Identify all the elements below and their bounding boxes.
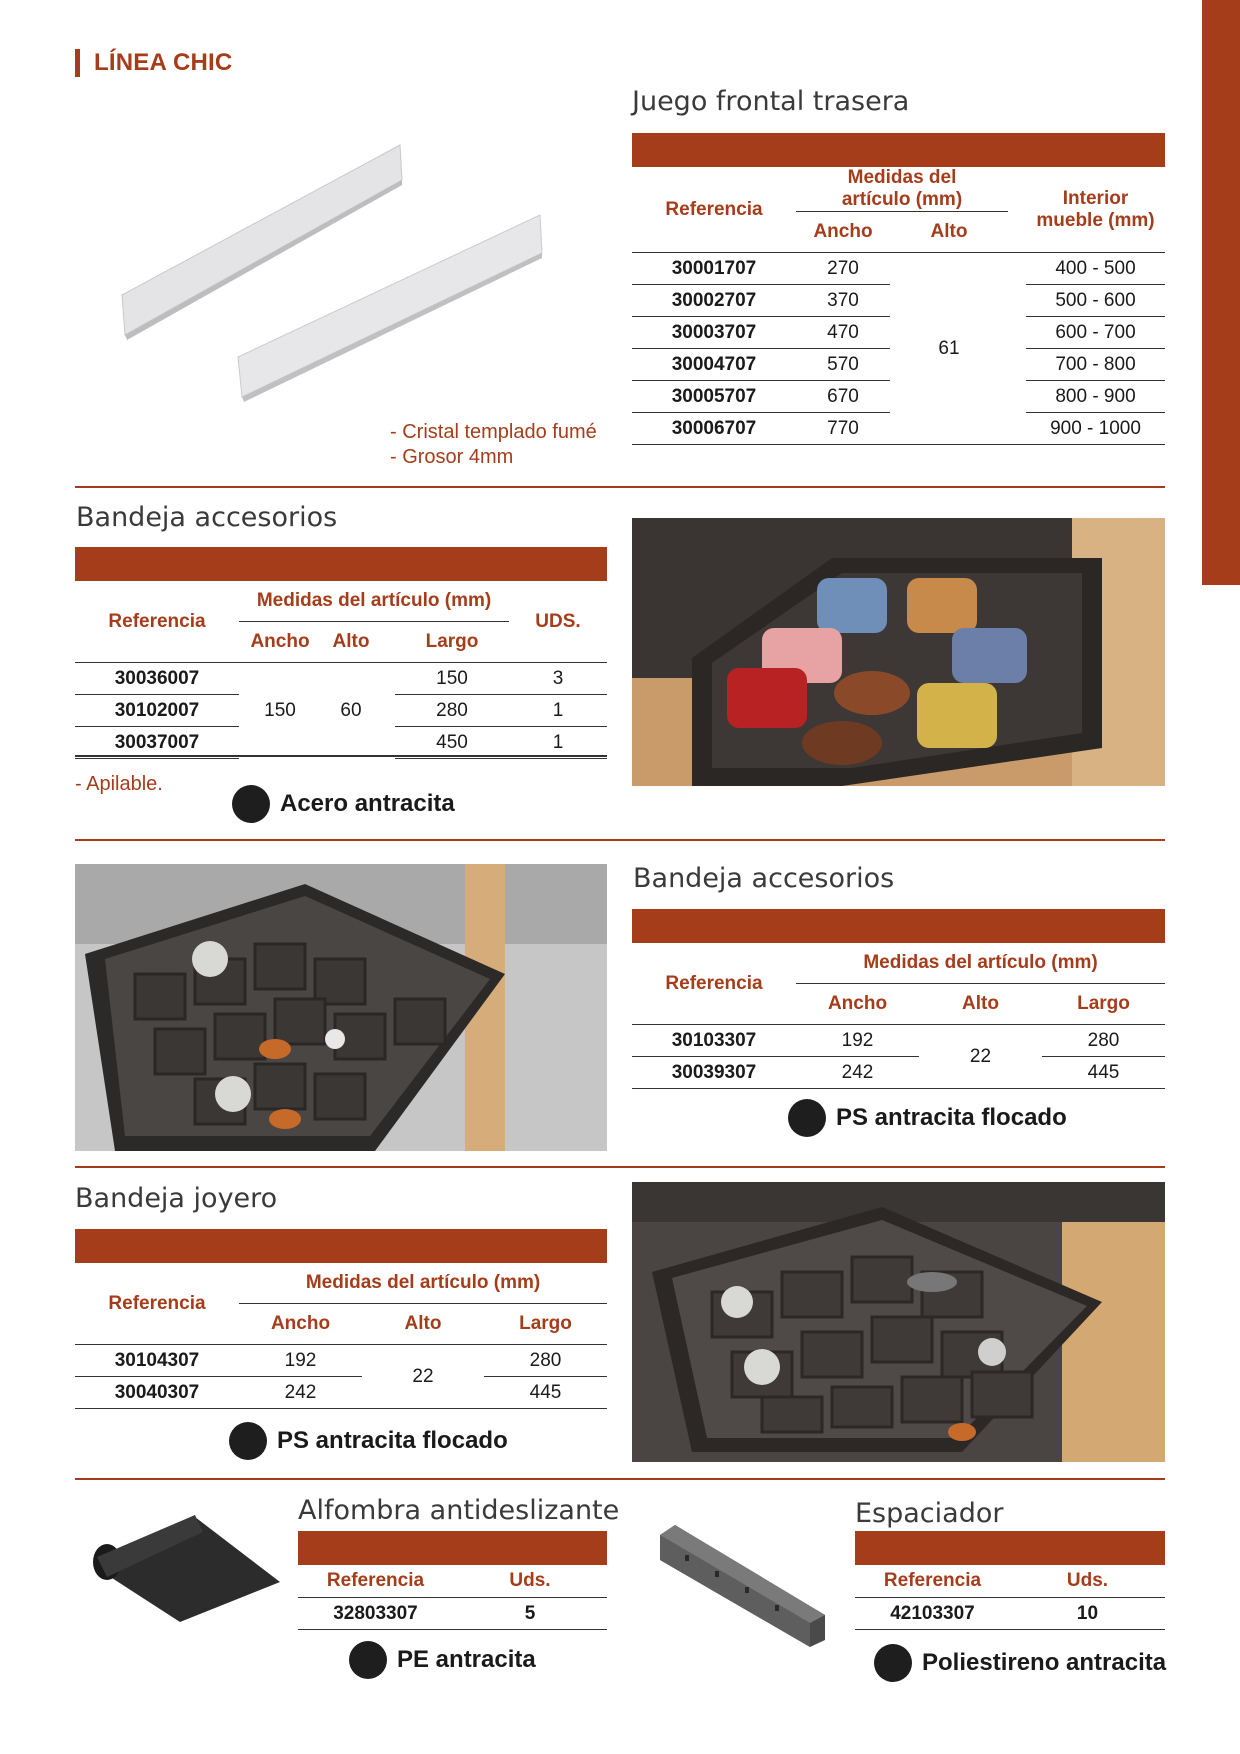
alfombra-ref: 32803307 [298, 1598, 453, 1630]
joyero-photo [632, 1182, 1165, 1462]
juego-ref: 30004707 [632, 349, 796, 381]
alfombra-title: Alfombra antideslizante [298, 1495, 620, 1526]
bandeja1-h-uds: UDS. [509, 581, 607, 663]
bandeja2-material-label: PS antracita flocado [836, 1104, 1067, 1131]
joyero-h-ancho: Ancho [239, 1304, 362, 1345]
glass-panels-image [110, 135, 550, 425]
juego-h-interior: Interior mueble (mm) [1026, 167, 1165, 253]
bandeja2-photo [75, 864, 607, 1151]
bandeja1-h-largo: Largo [395, 622, 509, 663]
espaciador-material-label: Poliestireno antracita [922, 1649, 1167, 1676]
juego-ref: 30005707 [632, 381, 796, 413]
juego-ancho: 270 [796, 253, 890, 285]
joyero-ref: 30104307 [75, 1345, 239, 1377]
joyero-material-label: PS antracita flocado [277, 1427, 508, 1454]
joyero-header-bar [75, 1229, 607, 1263]
bandeja2-title: Bandeja accesorios [633, 863, 895, 894]
joyero-h-ref: Referencia [75, 1263, 239, 1345]
joyero-ref: 30040307 [75, 1377, 239, 1409]
joyero-ancho: 192 [239, 1345, 362, 1377]
juego-header-bar [632, 133, 1165, 167]
espaciador-h-uds: Uds. [1010, 1565, 1165, 1598]
bandeja2-h-ref: Referencia [632, 943, 796, 1025]
juego-ref: 30006707 [632, 413, 796, 445]
bandeja2-ancho: 192 [796, 1025, 919, 1057]
bandeja1-ref: 30102007 [75, 695, 239, 727]
juego-interior: 500 - 600 [1026, 285, 1165, 317]
espaciador-material [874, 1644, 1166, 1682]
alfombra-uds: 5 [453, 1598, 607, 1630]
bandeja2-h-largo: Largo [1042, 984, 1165, 1025]
bandeja1-uds: 1 [509, 695, 607, 727]
espaciador-image [655, 1515, 835, 1650]
divider [75, 486, 1165, 488]
juego-ancho: 770 [796, 413, 890, 445]
alfombra-h-uds: Uds. [453, 1565, 607, 1598]
bandeja2-ancho: 242 [796, 1057, 919, 1089]
material-dot-icon [229, 1422, 267, 1460]
bandeja1-ref: 30036007 [75, 663, 239, 695]
bandeja1-material-label: Acero antracita [280, 790, 455, 817]
bandeja1-table [75, 581, 607, 759]
bandeja1-ref: 30037007 [75, 727, 239, 759]
joyero-material [229, 1422, 508, 1460]
joyero-alto-value: 22 [362, 1345, 484, 1409]
bandeja1-largo: 150 [395, 663, 509, 695]
alfombra-h-ref: Referencia [298, 1565, 453, 1598]
juego-ref: 30003707 [632, 317, 796, 349]
juego-ref: 30002707 [632, 285, 796, 317]
divider [75, 839, 1165, 841]
joyero-largo: 445 [484, 1377, 607, 1409]
joyero-h-medidas: Medidas del artículo (mm) [305, 1272, 541, 1293]
juego-note-1: - Cristal templado fumé [390, 421, 597, 443]
juego-alto-value: 61 [890, 253, 1008, 445]
bandeja2-header-bar [632, 909, 1165, 943]
material-dot-icon [788, 1099, 826, 1137]
material-dot-icon [349, 1641, 387, 1679]
espaciador-ref: 42103307 [855, 1598, 1010, 1630]
juego-table [632, 167, 1165, 445]
bandeja1-h-alto: Alto [321, 622, 381, 663]
section-brand [75, 48, 232, 78]
bandeja1-note: - Apilable. [75, 773, 163, 795]
joyero-h-largo: Largo [484, 1304, 607, 1345]
juego-ancho: 570 [796, 349, 890, 381]
bandeja1-alto-value: 60 [340, 699, 362, 721]
bandeja1-uds: 3 [509, 663, 607, 695]
bandeja1-uds: 1 [509, 727, 607, 759]
juego-interior: 800 - 900 [1026, 381, 1165, 413]
material-dot-icon [874, 1644, 912, 1682]
bandeja1-bottom-rule [75, 755, 607, 757]
bandeja1-ancho-value: 150 [264, 699, 296, 721]
bandeja2-largo: 445 [1042, 1057, 1165, 1089]
joyero-title: Bandeja joyero [75, 1183, 278, 1214]
material-dot-icon [232, 785, 270, 823]
bandeja2-h-ancho: Ancho [796, 984, 919, 1025]
juego-h-ancho: Ancho [796, 212, 890, 253]
juego-interior: 600 - 700 [1026, 317, 1165, 349]
espaciador-header-bar [855, 1531, 1165, 1565]
bandeja2-alto-value: 22 [919, 1025, 1042, 1089]
juego-ancho: 370 [796, 285, 890, 317]
bandeja1-material [232, 785, 455, 823]
bandeja2-h-medidas: Medidas del artículo (mm) [863, 952, 1098, 973]
bandeja2-table [632, 943, 1165, 1089]
bandeja2-ref: 30103307 [632, 1025, 796, 1057]
alfombra-header-bar [298, 1531, 607, 1565]
juego-h-alto: Alto [890, 212, 1008, 253]
joyero-largo: 280 [484, 1345, 607, 1377]
side-accent-bar [1202, 0, 1240, 585]
alfombra-image [85, 1512, 285, 1624]
juego-h-ref: Referencia [632, 167, 796, 253]
bandeja2-ref: 30039307 [632, 1057, 796, 1089]
espaciador-title: Espaciador [855, 1498, 1004, 1529]
juego-ref: 30001707 [632, 253, 796, 285]
juego-interior: 400 - 500 [1026, 253, 1165, 285]
alfombra-table [298, 1565, 607, 1630]
juego-note-2: - Grosor 4mm [390, 446, 514, 468]
juego-h-medidas: Medidas del artículo (mm) [841, 167, 963, 210]
espaciador-uds: 10 [1010, 1598, 1165, 1630]
bandeja1-title: Bandeja accesorios [76, 502, 338, 533]
brand-tick [75, 49, 80, 77]
bandeja1-header-bar [75, 547, 607, 581]
alfombra-material [349, 1641, 536, 1679]
bandeja1-largo: 450 [395, 727, 509, 759]
divider [75, 1478, 1165, 1480]
juego-title: Juego frontal trasera [632, 86, 910, 117]
espaciador-table [855, 1565, 1165, 1630]
bandeja1-h-ancho: Ancho [239, 622, 321, 663]
divider [75, 1166, 1165, 1168]
alfombra-material-label: PE antracita [397, 1646, 536, 1673]
joyero-h-alto: Alto [362, 1304, 484, 1345]
bandeja1-largo: 280 [395, 695, 509, 727]
juego-interior: 900 - 1000 [1026, 413, 1165, 445]
espaciador-h-ref: Referencia [855, 1565, 1010, 1598]
juego-interior: 700 - 800 [1026, 349, 1165, 381]
bandeja2-material [788, 1099, 1067, 1137]
bandeja2-largo: 280 [1042, 1025, 1165, 1057]
bandeja1-h-medidas: Medidas del artículo (mm) [256, 590, 492, 611]
bandeja2-h-alto: Alto [919, 984, 1042, 1025]
bandeja1-photo [632, 518, 1165, 786]
juego-ancho: 670 [796, 381, 890, 413]
brand-title: LÍNEA CHIC [94, 49, 233, 76]
juego-ancho: 470 [796, 317, 890, 349]
joyero-ancho: 242 [239, 1377, 362, 1409]
joyero-table [75, 1263, 607, 1409]
bandeja1-h-ref: Referencia [75, 581, 239, 663]
